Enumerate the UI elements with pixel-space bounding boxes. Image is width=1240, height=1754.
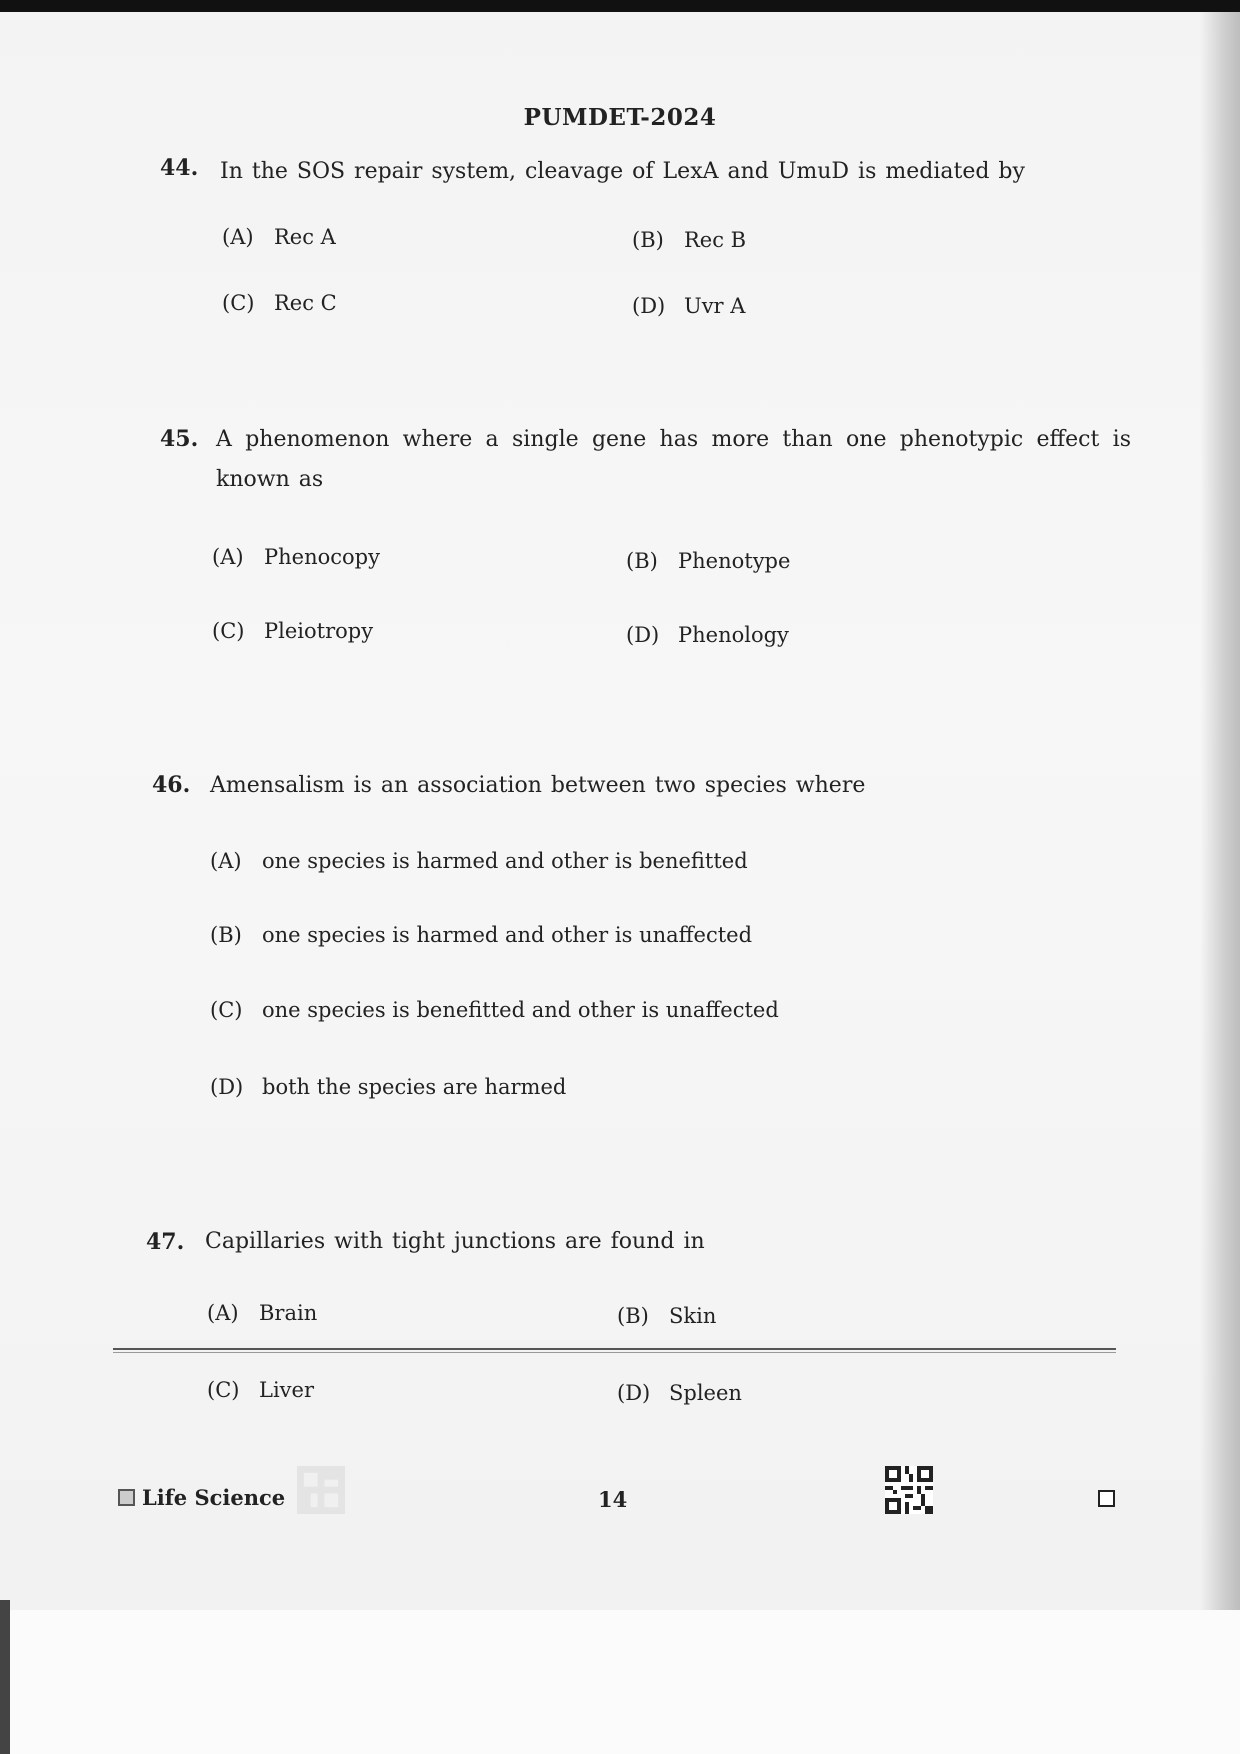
option-text: Rec C	[274, 291, 337, 315]
option-text: one species is harmed and other is unaffected	[262, 923, 753, 947]
option-text: both the species are harmed	[262, 1075, 567, 1099]
option-a: (A) Brain	[207, 1301, 318, 1325]
scan-shadow-right	[1200, 12, 1240, 1652]
page-number: 14	[598, 1487, 628, 1512]
footer-subject	[118, 1485, 285, 1510]
question-number: 45.	[160, 426, 199, 452]
option-b: (B) Rec B	[632, 228, 747, 252]
option-d: (D) Uvr A	[632, 294, 746, 318]
exam-title: PUMDET-2024	[523, 104, 717, 131]
option-c: (C) one species is benefitted and other is unaffected	[210, 998, 779, 1022]
option-text: Skin	[669, 1304, 717, 1328]
option-text: one species is harmed and other is benefitted	[262, 849, 748, 873]
option-c: (C) Rec C	[222, 291, 337, 315]
option-a: (A) Phenocopy	[212, 545, 380, 569]
option-d: (D) both the species are harmed	[210, 1075, 567, 1099]
question-number: 46.	[152, 772, 191, 798]
option-b: (B) Skin	[617, 1304, 717, 1328]
square-bullet-icon	[1098, 1490, 1115, 1507]
option-text: Rec A	[274, 225, 336, 249]
qr-code-icon	[885, 1466, 933, 1514]
option-text: Rec B	[684, 228, 747, 252]
option-text: Brain	[259, 1301, 318, 1325]
option-a: (A) one species is harmed and other is benefitted	[210, 849, 748, 873]
option-b: (B) one species is harmed and other is unaffected	[210, 923, 753, 947]
question-text: Amensalism is an association between two species where	[210, 773, 866, 798]
scan-margin-bottom	[0, 1610, 1240, 1754]
option-text: Phenotype	[678, 549, 791, 573]
option-d: (D) Spleen	[617, 1381, 742, 1405]
question-text: Capillaries with tight junctions are found in	[205, 1229, 705, 1254]
question-text: In the SOS repair system, cleavage of LexA and UmuD is mediated by	[220, 159, 1025, 184]
question-text: A phenomenon where a single gene has more than one phenotypic effect is known as	[216, 427, 1131, 492]
option-text: Spleen	[669, 1381, 742, 1405]
subject-label: Life Science	[142, 1485, 286, 1510]
footer-divider	[113, 1348, 1116, 1350]
scan-border-left	[0, 1600, 10, 1754]
question-number: 44.	[160, 155, 199, 181]
question-number: 47.	[146, 1229, 185, 1255]
option-b: (B) Phenotype	[626, 549, 791, 573]
faint-qr-code-icon	[297, 1466, 345, 1514]
option-a: (A) Rec A	[222, 225, 336, 249]
option-c: (C) Pleiotropy	[212, 619, 374, 643]
option-text: Phenocopy	[264, 545, 380, 569]
option-text: Pleiotropy	[264, 619, 374, 643]
footer-divider-thin	[113, 1352, 1116, 1353]
option-d: (D) Phenology	[626, 623, 789, 647]
option-text: Phenology	[678, 623, 789, 647]
option-text: Uvr A	[684, 294, 746, 318]
square-bullet-icon	[118, 1489, 135, 1506]
option-c: (C) Liver	[207, 1378, 314, 1402]
option-text: one species is benefitted and other is unaffected	[262, 998, 779, 1022]
option-text: Liver	[259, 1378, 314, 1402]
